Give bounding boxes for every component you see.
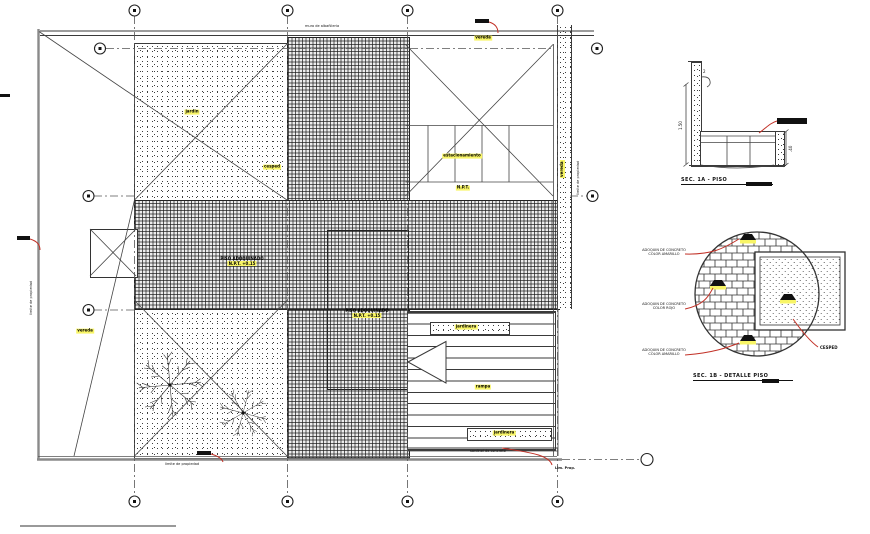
- property-boundary-lines: [37, 29, 562, 460]
- boundary-right-label: limite de propiedad: [576, 160, 580, 195]
- sec1a-scale-bar: [746, 182, 772, 186]
- sec1a-dim-height: 1.50: [678, 121, 683, 130]
- diagonal-marks: [39, 32, 553, 457]
- grid-bubble-glyphs: [87, 9, 599, 503]
- boundary-left-label: limite de propiedad: [29, 280, 33, 315]
- ramp-label: rampa: [475, 383, 491, 389]
- paving-inner-label: PISO ADOQUINADO N.P.T. +0.15: [345, 308, 389, 318]
- tree-small: [208, 378, 277, 447]
- garden-label: jardin: [185, 108, 199, 114]
- boundary-bottom-label: limite de propiedad: [165, 462, 200, 466]
- grid-bubbles: [83, 5, 653, 507]
- sec1b-detail: [685, 225, 860, 390]
- sidewalk-top-label: vereda: [475, 34, 491, 40]
- sec1b-label-1: ADOQUIN DE CONCRETO COLOR AMARILLO: [642, 248, 686, 257]
- sec1b-scale-bar: [762, 379, 779, 383]
- paving-main-label: PISO ADOQUINADO N.P.T. +0.15: [220, 256, 264, 266]
- sec1b-grass-label: CESPED: [820, 345, 838, 350]
- sec1a-dim-width: .40: [788, 145, 793, 152]
- sec1a-linework: [684, 62, 789, 169]
- lawn-label: cesped: [264, 163, 280, 169]
- open-grid-bubble: [641, 454, 653, 466]
- wall-top-note: muro de albañileria: [305, 24, 340, 28]
- solid-label-bar: [0, 94, 10, 97]
- sidewalk-left-label: vereda: [77, 327, 93, 333]
- sardinel-note: sardinel de concreto: [470, 449, 506, 453]
- tree-large: [134, 349, 206, 421]
- solid-label-bar: [777, 118, 807, 124]
- solid-label-bar: [197, 451, 211, 455]
- sidewalk-right-label: vereda: [559, 161, 564, 177]
- titleblock-divider: [20, 525, 176, 527]
- solid-label-bar: [475, 19, 489, 23]
- parking-label: estacionamiento: [443, 152, 481, 158]
- planter-label-2: jardinera: [493, 429, 515, 435]
- sec1b-label-3: ADOQUIN DE CONCRETO COLOR AMARILLO: [642, 348, 686, 357]
- boundary-abbrev-label: Lim. Prop.: [555, 466, 576, 470]
- planter-label-1: jardinera: [455, 323, 477, 329]
- sec1b-title: SEC. 1B - DETALLE PISO: [693, 373, 793, 381]
- solid-label-bar: [17, 236, 30, 240]
- sec1a-title: SEC. 1A - PISO: [681, 177, 773, 185]
- level-label: N.P.T.: [456, 184, 470, 190]
- ramp-arrow: [408, 342, 446, 384]
- sec1a-faucet-mark: 2: [703, 69, 706, 74]
- sec1b-label-2: ADOQUIN DE CONCRETO COLOR ROJO: [642, 302, 686, 311]
- top-wall-lines: [40, 31, 594, 36]
- leader-lines: [30, 22, 777, 465]
